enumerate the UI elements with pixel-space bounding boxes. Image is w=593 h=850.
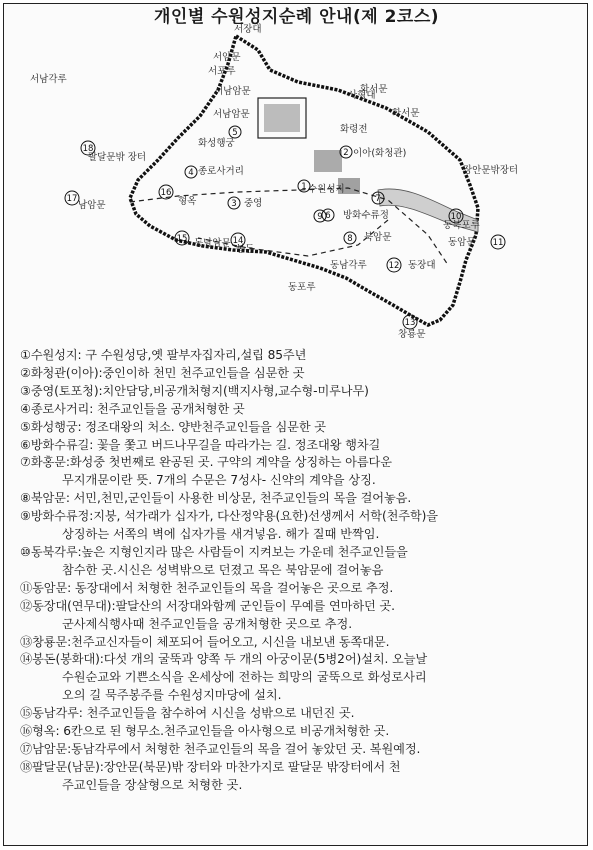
marker-10-num: 10 xyxy=(450,212,462,222)
map-label-suwonseongji: 수원성지 xyxy=(308,184,345,195)
list-item xyxy=(20,419,580,437)
item-continuation: 주교인들을 장살형으로 처형한 곳. xyxy=(62,777,243,792)
marker-2-num: 2 xyxy=(343,148,349,158)
map-label-hwaseonghaenggung: 화성행궁 xyxy=(198,138,235,149)
map-label-namammun: 남암문 xyxy=(78,200,106,211)
marker-17-num: 17 xyxy=(66,194,78,204)
hall-building xyxy=(314,150,342,172)
item-number: ⑩ xyxy=(20,544,31,559)
item-text: 화청관(이아):중인이하 천민 천주교인들을 심문한 곳 xyxy=(30,365,305,380)
marker-16-num: 16 xyxy=(160,188,172,198)
item-continuation: 오의 길 묵주봉주를 수원성지마당에 설치. xyxy=(62,688,282,703)
list-item xyxy=(20,347,580,365)
item-number: ⑫ xyxy=(20,598,33,613)
marker-18-num: 18 xyxy=(82,144,94,154)
item-number: ⑤ xyxy=(20,419,31,434)
item-text: 형옥: 6칸으로 된 형무소.천주교인들을 아사형으로 비공개처형한 곳. xyxy=(32,724,390,739)
map-label-iia: 이아(화청관) xyxy=(353,148,407,159)
item-number: ⑦ xyxy=(20,455,31,470)
map-label-seonamgakru: 서남각루 xyxy=(30,74,67,85)
fortress-map xyxy=(8,20,553,345)
list-item xyxy=(20,490,580,508)
marker-14-num: 14 xyxy=(232,236,244,246)
marker-12-num: 12 xyxy=(388,261,400,271)
list-item xyxy=(20,598,580,616)
page-title: 개인별 수원성지순례 안내(제 2코스) xyxy=(153,7,440,27)
map-label-saryeongdae: 사형대 xyxy=(348,90,376,101)
palace-courtyard xyxy=(264,104,300,132)
marker-6-num: 6 xyxy=(325,211,331,221)
marker-11-num: 11 xyxy=(492,238,504,248)
marker-8-num: 8 xyxy=(347,234,353,244)
item-number: ⑭ xyxy=(20,652,33,667)
list-item xyxy=(20,723,580,741)
map-label-jongrosageori: 종로사거리 xyxy=(198,166,244,177)
item-text: 창룡문:천주교신자들이 체포되어 들어오고, 시신을 내보낸 동쪽대문. xyxy=(32,634,390,649)
item-text: 방화수류정:지붕, 석가래가 십자가, 다산정약용(요한)선생께서 서학(천주학)을 xyxy=(30,509,438,524)
item-number: ⑪ xyxy=(20,580,33,595)
map-label-junyeong: 중영 xyxy=(244,198,263,209)
list-item xyxy=(20,705,580,723)
marker-9-num: 9 xyxy=(317,212,323,222)
map-label-jangangmun-jangteo: 장안문밖장터 xyxy=(463,165,519,176)
map-label-bugammun: 북암문 xyxy=(364,232,392,243)
item-number: ⑰ xyxy=(20,741,33,756)
list-item xyxy=(20,383,580,401)
map-label-seojangdae: 서장대 xyxy=(234,24,262,35)
map-label-seoporu: 서포루 xyxy=(208,66,236,77)
item-number: ⑨ xyxy=(20,509,31,524)
item-text: 수원성지: 구 수원성당,옛 팔부자집자리,설립 85주년 xyxy=(30,348,307,362)
item-text: 방화수류길: 꽃을 쫓고 버드나무길을 따라가는 길. 정조대왕 행차길 xyxy=(30,437,381,452)
list-item xyxy=(20,651,580,669)
list-item xyxy=(20,580,580,598)
marker-1-num: 1 xyxy=(301,182,307,192)
item-continuation: 상징하는 서쪽의 벽에 십자가를 새겨넣음. 해가 질때 반짝임. xyxy=(62,527,380,542)
map-label-dongjangdae: 동장대 xyxy=(408,260,436,271)
item-text: 봉돈(봉화대):다섯 개의 굴뚝과 양쪽 두 개의 아궁이문(5병2어)설치. 오늘날 xyxy=(32,652,428,667)
item-text: 화홍문:화성중 첫번째로 완공된 곳. 구약의 계약을 상징하는 아름다운 xyxy=(30,455,392,470)
item-continuation: 무지개문이란 뜻. 7개의 수문은 7성사- 신약의 계약을 상징. xyxy=(62,473,376,488)
list-item xyxy=(20,634,580,652)
map-label-banghwasuryujeong: 방화수류정 xyxy=(343,210,389,221)
item-text: 동장대(연무대):팔달산의 서장대와함께 군인들이 무예를 연마하던 곳. xyxy=(32,598,395,613)
map-label-hwaryeongjeon: 화령전 xyxy=(340,124,368,135)
list-item xyxy=(20,741,580,759)
list-item xyxy=(20,401,580,419)
list-item xyxy=(20,437,580,455)
map-label-bongdon: 봉돈 xyxy=(236,244,255,255)
item-text: 종로사거리: 천주교인들을 공개처형한 곳 xyxy=(30,401,245,416)
marker-7-num: 7 xyxy=(375,194,381,204)
list-item xyxy=(20,544,580,562)
list-item xyxy=(20,454,580,472)
item-text: 화성행궁: 정조대왕의 처소. 양반천주교인들을 심문한 곳 xyxy=(30,419,326,434)
map-label-dongnamammun: 동남암문 xyxy=(194,238,231,249)
item-number: ⑯ xyxy=(20,724,33,739)
item-continuation: 수원순교와 기쁜소식을 온세상에 전하는 희망의 굴뚝으로 화성로사리 xyxy=(62,670,427,685)
map-label-seonammun: 서남암문 xyxy=(213,109,250,120)
map-label-dongammun: 동암문 xyxy=(448,237,476,248)
marker-3-num: 3 xyxy=(231,199,237,209)
map-label-changryongmun: 창룡문 xyxy=(398,329,426,340)
list-item xyxy=(20,759,580,777)
map-label-namgakru-upper: 서남암문 xyxy=(214,86,251,97)
item-number: ① xyxy=(20,348,31,362)
item-text: 중영(토포청):치안담당,비공개처형지(백지사형,교수형-미루나무) xyxy=(30,383,369,398)
marker-13-num: 13 xyxy=(404,318,416,328)
marker-4-num: 4 xyxy=(188,168,194,178)
item-continuation: 군사제식행사때 천주교인들을 공개처형한 곳으로 추정. xyxy=(62,616,353,631)
item-number: ⑧ xyxy=(20,491,31,506)
item-number: ⑬ xyxy=(20,634,33,649)
map-label-dongnamgakru: 동남각루 xyxy=(330,260,367,271)
item-number: ⑥ xyxy=(20,437,31,452)
item-number: ④ xyxy=(20,401,31,416)
item-number: ② xyxy=(20,365,31,380)
item-number: ⑮ xyxy=(20,706,33,721)
site-list xyxy=(20,347,580,795)
map-label-dongporu: 동포루 xyxy=(288,282,316,293)
map-label-seoammun: 서암문 xyxy=(213,52,241,63)
item-text: 팔달문(남문):장안문(북문)밖 장터와 마찬가지로 팔달문 밖장터에서 천 xyxy=(32,759,401,774)
item-text: 남암문:동남각루에서 처형한 천주교인들의 목을 걸어 놓았던 곳. 복원예정. xyxy=(32,741,421,756)
map-label-hyeongok: 형옥 xyxy=(178,196,197,207)
item-text: 북암문: 서민,천민,군인들이 사용한 비상문, 천주교인들의 목을 걸어놓음. xyxy=(30,491,412,506)
list-item xyxy=(20,508,580,526)
map-label-hwaseomun-upper: 화서문 xyxy=(360,84,388,95)
item-text: 동남각루: 천주교인들을 참수하여 시신을 성밖으로 내던진 곳. xyxy=(32,706,355,721)
item-number: ⑱ xyxy=(20,759,33,774)
list-item xyxy=(20,365,580,383)
map-label-hwaseomun: 화서문 xyxy=(392,108,420,119)
item-number: ③ xyxy=(20,383,31,398)
item-text: 동암문: 동장대에서 처형한 천주교인들의 목을 걸어놓은 곳으로 추정. xyxy=(32,580,394,595)
marker-5-num: 5 xyxy=(232,128,238,138)
marker-15-num: 15 xyxy=(176,234,188,244)
item-text: 동북각루:높은 지형인지라 많은 사람들이 지켜보는 가운데 천주교인들을 xyxy=(30,544,408,559)
map-label-dongbukporu: 동북포루 xyxy=(443,220,480,231)
item-continuation: 참수한 곳.시신은 성벽밖으로 던졌고 목은 북암문에 걸어놓음 xyxy=(62,562,384,577)
map-label-paldalmun-jangteo: 팔달문밖 장터 xyxy=(88,152,147,163)
